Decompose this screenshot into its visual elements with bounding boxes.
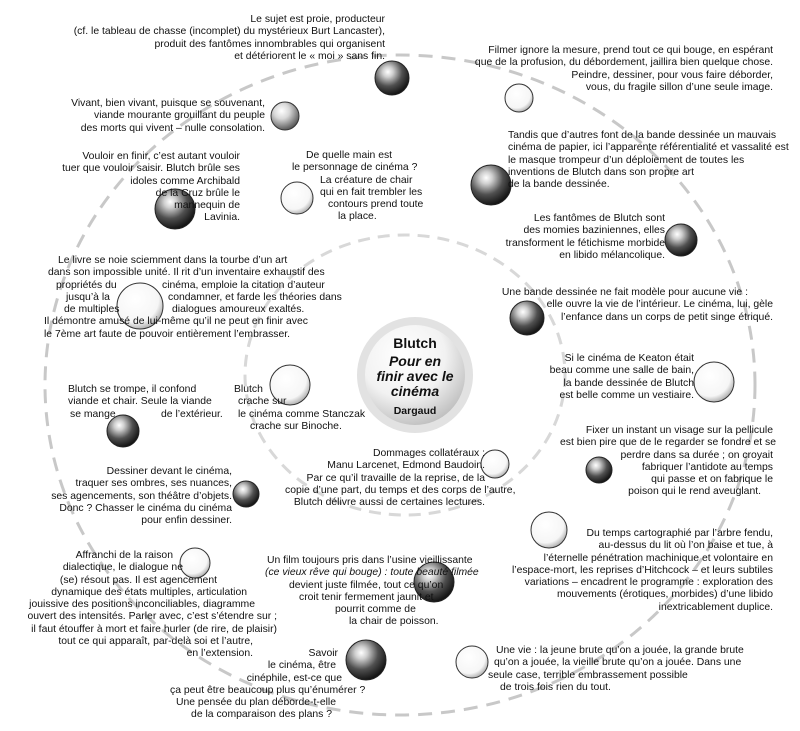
note-line: Dessiner devant le cinéma, (106, 466, 232, 477)
note-line: Les fantômes de Blutch sont (533, 213, 665, 224)
note-line: perdre dans sa durée ; on croyait (620, 449, 773, 461)
note-crache (232, 384, 382, 433)
note-line: jusqu’à la (66, 291, 110, 303)
note-line: Manu Larcenet, Edmond Baudoin. (327, 460, 485, 472)
note-line: elle ouvre la vie de l’intérieur. Le cinéma, lui, gèle (546, 299, 773, 311)
note-line: inextricablement duplice. (658, 601, 773, 613)
orb-dessiner (233, 481, 259, 507)
note-line: traquer ses ombres, ses nuances, (75, 478, 232, 490)
note-line: Par ce qu’il travaille de la reprise, de la (306, 472, 485, 484)
note-line: est belle comme un vestiaire. (559, 389, 694, 401)
note-line: crache sur (238, 396, 287, 408)
note-line: viande mourante grouillant du peuple (94, 110, 265, 122)
book-title-line: cinéma (390, 383, 440, 399)
note-line: de trois fois rien du tout. (500, 681, 611, 693)
note-cartographie (500, 528, 773, 614)
note-line: Il démontre amusé de lui-même qu’il ne peut en finir avec (44, 316, 308, 328)
note-line: (se) résout pas. Il est agencement (59, 574, 217, 586)
note-line: Une pensée du plan déborde-t-elle (175, 697, 336, 709)
note-line: en l’extension. (186, 648, 253, 660)
note-line: au-dessus du lit où l’on baise et tue, à (598, 540, 773, 552)
note-line: Le livre se noie sciemment dans la tourbe d’un art (58, 255, 288, 266)
note-line: l’enfance dans un corps de petit singe étriqué. (561, 311, 773, 323)
note-line: Une vie : la jeune brute qu’on a jouée, la grande brute (496, 645, 744, 656)
book-title-line: finir avec le (376, 368, 454, 384)
note-line: Vivant, bien vivant, puisque se souvenant, (71, 98, 265, 109)
orb-keaton (694, 362, 734, 402)
note-line: copie d’une part, du temps et des corps de l’autre, (285, 484, 516, 496)
note-vie (488, 645, 778, 694)
note-line: Filmer ignore la mesure, prend tout ce qui bouge, en espérant (488, 45, 773, 56)
note-line: De quelle main est (306, 150, 393, 161)
note-line: contours prend toute (328, 199, 424, 211)
note-line: devient juste filmée, tout ce qu’on (289, 579, 444, 591)
note-main (282, 150, 427, 224)
note-line: le 7ème art faute de pouvoir entièrement l’embrasser. (44, 328, 291, 340)
note-line: dialectique, le dialogue ne (62, 562, 183, 574)
orb-dommages (481, 450, 509, 478)
note-line: pour enfin dessiner. (141, 515, 232, 527)
note-line: est bien pire que de le regarder se fondre et se (560, 437, 777, 449)
note-trompe (68, 384, 238, 421)
note-line: Blutch (234, 384, 263, 395)
note-line: Peindre, dessiner, pour vous faire déborder, (571, 69, 773, 81)
note-line: Blutch se trompe, il confond (68, 384, 197, 395)
note-bande (490, 287, 773, 324)
note-dessiner (40, 466, 232, 527)
note-line: de la bande dessinée. (508, 179, 610, 191)
note-line: le cinéma, être (267, 660, 336, 672)
note-tandis (508, 130, 789, 191)
note-line: la place. (338, 211, 377, 223)
note-line: tuer que vouloir saisir. Blutch brûle ses (62, 163, 240, 175)
orb-sujet (375, 61, 409, 95)
note-line: seule case, terrible embrassement possible (488, 669, 688, 681)
note-line: poison qui le rend aveuglant. (628, 486, 761, 498)
note-line: Fixer un instant un visage sur la pellicule (585, 425, 773, 436)
note-line: produit des fantômes innombrables qui organisent (154, 38, 385, 50)
note-usine (265, 555, 505, 629)
note-line: en libido mélancolique. (559, 249, 665, 261)
note-line: dynamique des états multiples, articulation (51, 586, 247, 598)
note-line: de l’extérieur. (161, 408, 223, 420)
note-line: qu’on a jouée, la vieille brute qu’on a jouée. Dans une (494, 657, 742, 669)
note-line: et détériorent le « moi » sans fin. (234, 50, 385, 62)
note-line: ouvert des intensités. Parler avec, c’est s’étendre sur ; (27, 611, 277, 623)
note-line: dans son impossible unité. Il rit d’un inventaire exhaustif des (48, 267, 325, 279)
note-line: Une bande dessinée ne fait modèle pour aucune vie : (501, 287, 748, 298)
note-line: transforment le fétichisme morbide (505, 237, 665, 249)
book-author: Blutch (393, 335, 437, 351)
note-line: inventions de Blutch dans son propre art (508, 166, 694, 178)
note-line: mannequin de (174, 200, 240, 212)
note-line: viande et chair. Seule la viande (68, 396, 212, 408)
note-line: cinéma de papier, ici l’apparente référentialité et vassalité est (508, 142, 789, 154)
note-vouloir (60, 151, 240, 225)
note-line: la bande dessinée de Blutch (563, 377, 694, 389)
note-line: Dommages collatéraux : (372, 448, 485, 459)
note-line: ses agencements, son théâtre d’objets. (51, 490, 232, 502)
note-line: croit tenir fermement jaunit et (299, 591, 434, 603)
note-keaton (540, 353, 694, 402)
note-line: le masque trompeur d’un déploiement de toutes les (508, 154, 745, 166)
note-line: la chair de poisson. (349, 616, 439, 628)
note-line: l’éternelle pénétration machinique et volontaire en (543, 552, 773, 564)
note-line: Lavinia. (204, 212, 240, 224)
note-line: le cinéma comme Stanczak (238, 408, 366, 420)
orb-tandis (471, 165, 511, 205)
note-line: (cf. le tableau de chasse (incomplet) du mystérieux Burt Lancaster), (73, 26, 385, 38)
note-line: Si le cinéma de Keaton était (564, 353, 694, 364)
note-line: ça peut être beaucoup plus qu’énumérer ? (170, 684, 366, 696)
note-line: mouvements (érotiques, morbides) d’une libido (556, 589, 773, 601)
note-line: idoles comme Archibald (130, 175, 240, 187)
note-line: tout ce qui apparaît, par-delà soi et l’autre, (58, 636, 253, 648)
note-line: Blutch délivre aussi de certaines lectures. (293, 497, 485, 509)
book-publisher: Dargaud (393, 405, 437, 417)
note-line: Du temps cartographié par l’arbre fendu, (586, 528, 773, 539)
note-dommages (285, 448, 516, 509)
note-line: jouissive des positions inconciliables, diagramme (29, 599, 255, 611)
note-line: le personnage de cinéma ? (292, 162, 418, 174)
note-line: l’espace-mort, les reprises d’Hitchcock – et leurs subtiles (511, 564, 773, 576)
note-sujet (60, 14, 385, 63)
note-line: propriétés du (56, 279, 117, 291)
note-line: il faut étouffer à mort et faire hurler (de rire, de plaisir) (31, 623, 277, 635)
note-line: cinéma, emploie la citation d’auteur (162, 279, 325, 291)
note-line: de multiples (64, 304, 120, 316)
note-line: Affranchi de la raison (75, 550, 173, 561)
note-line: de la comparaison des plans ? (191, 709, 332, 721)
orb-fantomes (665, 224, 697, 256)
note-line: de la Cruz brûle le (155, 187, 240, 199)
orb-savoir (346, 640, 386, 680)
note-line: (ce vieux rêve qui bouge) : toute beauté filmée (265, 567, 479, 579)
note-line: qui passe et on fabrique le (651, 474, 773, 486)
note-fixer (560, 425, 777, 499)
note-line: Savoir (308, 648, 338, 659)
note-affranchi (15, 550, 277, 661)
note-line: pourrit comme de (335, 604, 416, 616)
note-line: condamner, et farde les théories dans (168, 291, 342, 303)
note-line: qui en fait trembler les (320, 186, 423, 198)
note-line: Tandis que d’autres font de la bande dessinée un mauvais (508, 130, 777, 141)
note-line: cinéphile, est-ce que (246, 672, 342, 684)
note-line: variations – encadrent le programme : exploration des (524, 577, 773, 589)
note-line: que de la profusion, du débordement, jaillira bien quelque chose. (474, 57, 773, 69)
book-title-line: Pour en (388, 353, 442, 369)
note-line: Un film toujours pris dans l’usine vieillissante (267, 555, 473, 566)
note-line: La créature de chair (320, 174, 413, 186)
note-filmer (445, 45, 773, 94)
note-line: fabriquer l’antidote au temps (641, 461, 773, 473)
note-vivant (60, 98, 265, 135)
note-line: Le sujet est proie, producteur (250, 14, 385, 25)
note-line: crache sur Binoche. (250, 420, 342, 432)
note-line: beau comme une salle de bain, (549, 365, 694, 377)
orb-vie (456, 646, 488, 678)
note-livre (44, 255, 342, 341)
note-line: vous, du fragile sillon d’une seule image. (585, 81, 773, 93)
note-savoir (170, 648, 366, 722)
note-line: Donc ? Chasser le cinéma du cinéma (59, 502, 232, 514)
note-line: des momies baziniennes, elles (523, 225, 665, 237)
note-line: dialogues amoureux exaltés. (172, 304, 305, 316)
note-fantomes (500, 213, 665, 262)
note-line: se mange (70, 408, 116, 420)
note-line: des morts qui vivent – nulle consolation. (80, 122, 265, 134)
orb-vivant (271, 102, 299, 130)
note-line: Vouloir en finir, c’est autant vouloir (82, 151, 240, 162)
